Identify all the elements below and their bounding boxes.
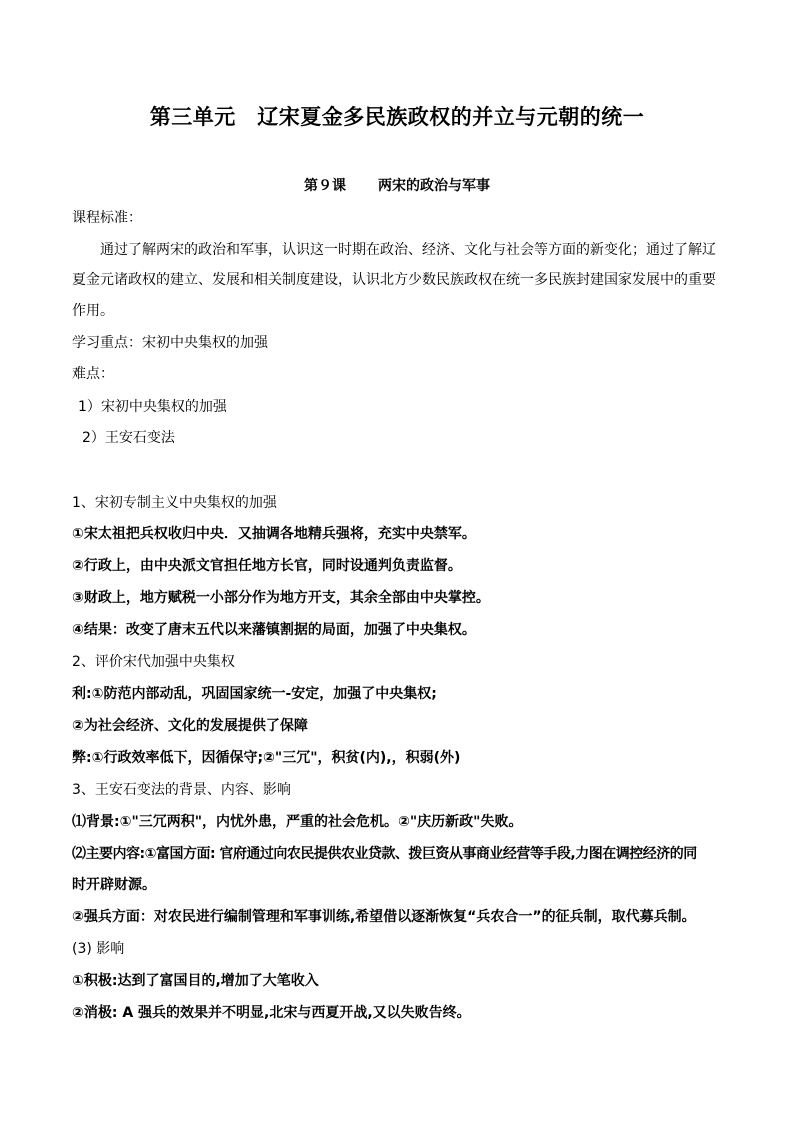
standard-text-line: 作用。 (72, 303, 114, 319)
standard-text-line: 夏金元诸政权的建立、发展和相关制度建设，认识北方少数民族政权在统一多民族封建国家发展中的重要 (72, 272, 716, 288)
difficulty-item: 2）王安石变法 (82, 430, 175, 446)
section-item: ②强兵方面：对农民进行编制管理和军事训练,希望借以逐渐恢复“兵农合一”的征兵制，取代募兵制。 (72, 909, 696, 925)
difficulty-item: 1）宋初中央集权的加强 (78, 399, 227, 415)
key-point: 学习重点：宋初中央集权的加强 (72, 335, 268, 351)
section-item: ④结果：改变了唐末五代以来藩镇割据的局面，加强了中央集权。 (72, 622, 476, 638)
section-item: 时开辟财源。 (72, 877, 156, 893)
lesson-title: 两宋的政治与军事 (378, 178, 490, 194)
section-item: 利:①防范内部动乱，巩固国家统一-安定，加强了中央集权; (72, 686, 437, 702)
section-item: ②行政上，由中央派文官担任地方长官，同时设通判负责监督。 (72, 558, 462, 574)
lesson-number: 第９课 (304, 178, 346, 194)
section-heading: 1、宋初专制主义中央集权的加强 (72, 495, 277, 511)
section-item: ①积极:达到了富国目的,增加了大笔收入 (72, 973, 319, 989)
standard-label: 课程标准： (72, 210, 142, 226)
lesson-heading (0, 175, 794, 195)
section-item: ②消极: A 强兵的效果并不明显,北宋与西夏开战,又以失败告终。 (72, 1005, 471, 1021)
section-item: (3) 影响 (72, 941, 125, 957)
section-item: 弊:①行政效率低下，因循保守;②"三冗"，积贫(内),，积弱(外) (72, 750, 461, 766)
section-item: ①宋太祖把兵权收归中央．又抽调各地精兵强将，充实中央禁军。 (72, 526, 476, 542)
section-item: ⑵主要内容:①富国方面: 官府通过向农民提供农业贷款、拨巨资从事商业经营等手段,力图在调控经济的同 (72, 846, 697, 862)
section-item: ③财政上，地方赋税一小部分作为地方开支，其余全部由中央掌控。 (72, 590, 490, 606)
section-heading: 3、王安石变法的背景、内容、影响 (72, 782, 291, 798)
section-item: ②为社会经济、文化的发展提供了保障 (72, 718, 308, 734)
difficulty-label: 难点： (72, 366, 114, 382)
standard-text-line: 通过了解两宋的政治和军事，认识这一时期在政治、经济、文化与社会等方面的新变化；通过了解辽 (100, 242, 716, 258)
section-heading: 2、评价宋代加强中央集权 (72, 654, 235, 670)
unit-title: 第三单元 辽宋夏金多民族政权的并立与元朝的统一 (149, 105, 645, 129)
section-item: ⑴背景:①"三冗两积"，内忧外患，严重的社会危机。②"庆历新政"失败。 (72, 814, 523, 830)
